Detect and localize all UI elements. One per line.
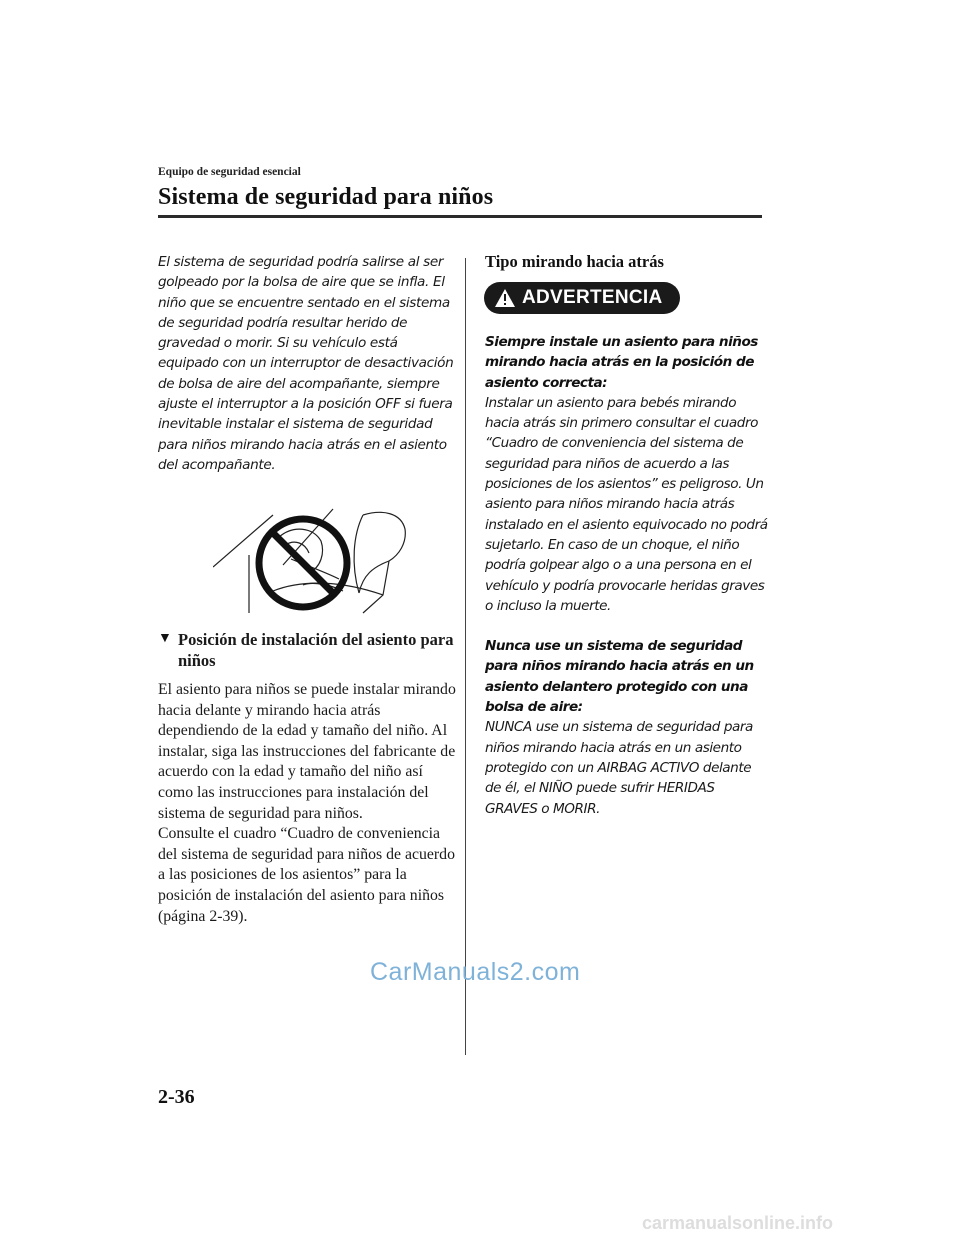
title-rule xyxy=(158,215,762,218)
airbag-warning-text: El sistema de seguridad podría salirse al ser golpeado por la bolsa de aire que se infla. El niño que se encuentre sentado en el sistema de seguridad podría resultar herido de gravedad o morir. Si su vehículo está equipado con un interruptor de desactivación de bolsa de aire del acompañante, siempre ajuste el interruptor a la posición OFF si fuera inevitable instalar el sistema de seguridad para niños mirando hacia atrás en el asiento del acompañante. xyxy=(158,254,454,473)
installation-body xyxy=(158,680,458,927)
warning1-heading: Siempre instale un asiento para niños mirando hacia atrás en la posición de asiento correcta: xyxy=(485,334,758,391)
warning2-text: NUNCA use un sistema de seguridad para niños mirando hacia atrás en un asiento protegido con un AIRBAG ACTIVO delante de él, el NIÑO puede sufrir HERIDAS GRAVES o MORIR. xyxy=(485,719,753,817)
section-label: Equipo de seguridad esencial xyxy=(158,166,301,178)
left-column xyxy=(158,252,454,475)
column-divider xyxy=(465,258,466,1055)
watermark: CarManuals2.com xyxy=(370,958,581,986)
installation-paragraph-2: Consulte el cuadro “Cuadro de conveniencia del sistema de seguridad para niños de acuerdo a las posiciones de los asientos” para la posición de instalación del asiento para niños (página 2-39). xyxy=(158,825,455,925)
warning-triangle-icon xyxy=(494,288,516,308)
rear-facing-title: Tipo mirando hacia atrás xyxy=(485,252,664,271)
page-title: Sistema de seguridad para niños xyxy=(158,184,494,210)
warning-badge xyxy=(484,282,680,314)
subhead-installation-position: Posición de instalación del asiento para niños xyxy=(178,630,454,670)
page-number: 2-36 xyxy=(158,1086,195,1108)
warning-badge-label: ADVERTENCIA xyxy=(522,287,663,308)
warning2-heading: Nunca use un sistema de seguridad para niños mirando hacia atrás en un asiento delantero protegido con una bolsa de aire: xyxy=(485,638,754,716)
right-column xyxy=(485,332,769,819)
rear-facing-seat-prohibited-illustration xyxy=(213,495,413,615)
subhead-marker-icon: ▼ xyxy=(158,631,172,646)
installation-paragraph-1: El asiento para niños se puede instalar mirando hacia delante y mirando hacia atrás dependiendo de la edad y tamaño del niño. Al instalar, siga las instrucciones del fabricante de acuerdo con la edad y tamaño del niño así como las instrucciones para instalación del sistema de seguridad para niños. xyxy=(158,681,456,822)
footer-watermark: carmanualsonline.info xyxy=(642,1213,834,1233)
warning1-text: Instalar un asiento para bebés mirando hacia atrás sin primero consultar el cuadro “Cuadro de conveniencia del sistema de seguridad para niños de acuerdo a las posiciones de los asientos” es peligroso. Un asiento para niños mirando hacia atrás instalado en el asiento equivocado no podrá sujetarlo. En caso de un choque, el niño podría golpear algo o a una persona en el vehículo y podría provocarle heridas graves o incluso la muerte. xyxy=(485,394,768,614)
